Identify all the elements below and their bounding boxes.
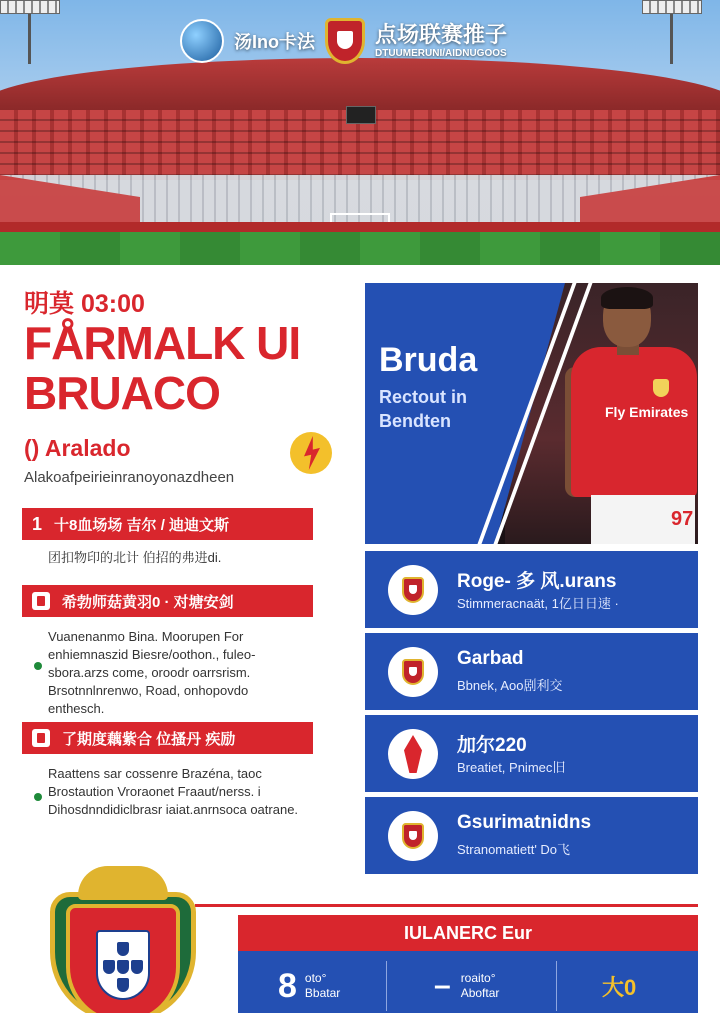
shirt-number: 97 <box>671 508 694 530</box>
info-card[interactable] <box>365 797 698 874</box>
bullet-icon <box>34 662 42 670</box>
shirt-sponsor: Fly Emirates <box>605 404 689 420</box>
section-text-1: 团扣物印的北计 伯招的弗进di. <box>48 550 222 565</box>
brand-right <box>375 23 507 58</box>
crest-icon <box>388 565 438 615</box>
section-title: 了期度藕紫合 位搔丹 疾励 <box>62 730 236 748</box>
info-card-title: Garbad <box>457 648 524 669</box>
info-card-subtitle: Stranomatiett' Do飞 <box>457 842 571 857</box>
info-card-subtitle: Breatiet, Pnimec旧 <box>457 760 566 775</box>
score-value: 8 <box>278 966 297 1005</box>
club-logo-icon <box>180 19 224 63</box>
score-col-1 <box>278 959 340 1013</box>
section-text-3: Raattens sar cossenre Brazéna, taoc Brostaution Vroraonet Fraaut/nerss. i Dihosdnndidiclbrasr iaiat.anrnsoca oatrane. <box>48 766 299 817</box>
ad-boards <box>0 222 720 232</box>
score-label: Aboftar <box>460 986 500 1000</box>
info-card[interactable] <box>365 715 698 792</box>
section-bar-1 <box>22 508 313 540</box>
score-label: roaito° <box>460 971 496 985</box>
brand-left-text: 汤Ino卡法 <box>234 32 315 52</box>
score-panel <box>238 915 698 1013</box>
floodlight-left <box>0 0 60 50</box>
section-text-2: Vuanenanmo Bina. Moorupen For enhiemnaszid Biesre/oothon., fuleo- sbora.arzs come, oroodr oarrsrism. Brsotnnlnrenwo, Road, onhopovdo enthesch. <box>48 629 256 716</box>
shirt-crest-icon <box>653 379 669 397</box>
player-hair <box>601 287 653 309</box>
score-separator <box>556 961 557 1011</box>
portugal-crest-large-icon <box>48 866 198 1013</box>
divider <box>195 904 698 907</box>
lightning-icon <box>290 432 332 474</box>
player-role: Rectout in Bendten <box>379 387 467 431</box>
info-card-subtitle: Stimmeracnaät, 1亿日日速 · <box>457 596 619 611</box>
score-col-3 <box>602 959 636 1013</box>
section-number: 1 <box>32 513 43 534</box>
document-icon <box>32 729 50 747</box>
match-subhead: () Aralado <box>24 435 131 461</box>
section-bar-3 <box>22 722 313 754</box>
brand-right-title: 点场联赛推子 <box>375 22 508 48</box>
match-description: Alakoafpeirieinranoyonazdheen <box>24 469 235 486</box>
player-name: Bruda <box>379 341 478 379</box>
score-label: oto° <box>304 971 327 985</box>
section-title: 十8血场场 吉尔 / 迪迪文斯 <box>54 516 230 534</box>
stadium-hero-image <box>0 0 720 265</box>
bullet-icon <box>34 793 42 801</box>
section-bar-2 <box>22 585 313 617</box>
score-separator <box>386 961 387 1011</box>
info-card[interactable] <box>365 551 698 628</box>
brand-right-subtitle: DTUUMERUNI/AIDNUGOOS <box>375 47 507 59</box>
info-card[interactable] <box>365 633 698 710</box>
section-title: 希勃师菇黄羽0 · 对塘安剑 <box>62 593 234 611</box>
crest-icon <box>388 811 438 861</box>
score-value: 大0 <box>602 974 637 1000</box>
player-card <box>365 283 698 544</box>
score-label: Bbatar <box>304 986 341 1000</box>
info-card-title: Roge- 多 风.urans <box>457 571 617 592</box>
stadium-scoreboard <box>346 106 376 124</box>
match-time: 明莫 03:00 <box>24 290 145 318</box>
info-card-title: 加尔220 <box>457 735 527 756</box>
match-title: FÅRMALK UI BRUACO <box>24 317 301 419</box>
info-card-title: Gsurimatnidns <box>457 812 592 833</box>
info-card-subtitle: Bbnek, Aoo剧利交 <box>457 678 563 693</box>
flame-icon <box>388 729 438 779</box>
score-panel-header: IULANERC Eur <box>238 915 698 951</box>
calendar-icon <box>32 592 50 610</box>
crest-icon <box>388 647 438 697</box>
dash-icon: – <box>434 969 451 1002</box>
player-shirt <box>571 347 697 497</box>
header-brand <box>180 18 507 64</box>
pitch <box>0 232 720 265</box>
portugal-crest-icon <box>325 18 365 64</box>
score-col-2 <box>434 959 499 1013</box>
floodlight-right <box>642 0 702 50</box>
